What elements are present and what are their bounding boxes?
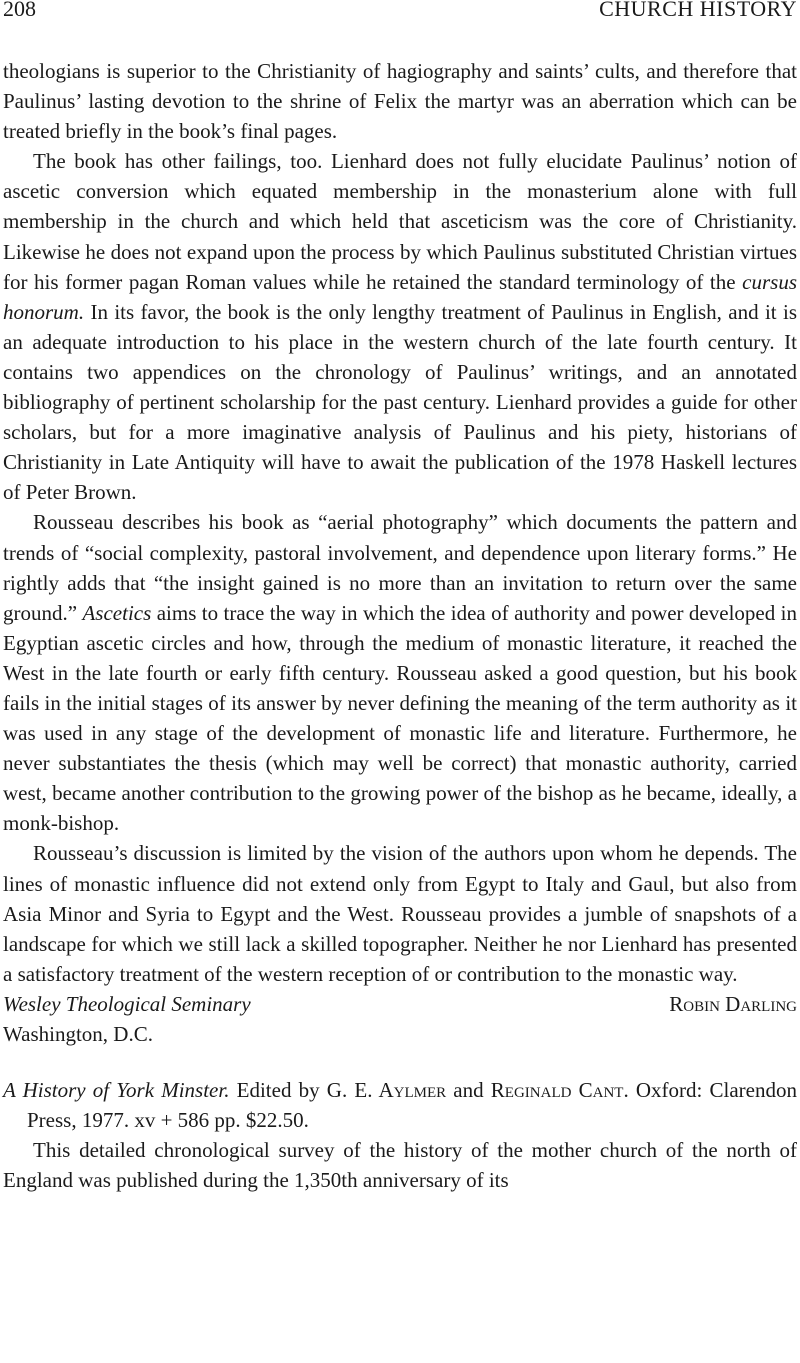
paragraph-text: aims to trace the way in which the idea of authority and power developed in Egyptian ascetic circles and how, through the medium of monastic literature, it reached the West in the late fourth or early fifth century. Rousseau asked a good question, but his book fails in the initial stages of its answer by never defining the meaning of the term authority as it was used in any stage of the development of monastic life and literature. Furthermore, he never substantiates the thesis (which may well be correct) that monastic authority, carried west, became another contribution to the growing power of the bishop as he became, ideally, a monk-bishop. [3, 600, 797, 836]
paragraph-text: In its favor, the book is the only lengthy treatment of Paulinus in English, and it is an adequate introduction to his place in the western church of the late fourth century. It contains two appendices on the chronology of Paulinus’ writings, and an annotated bibliography of pertinent scholarship for the past century. Lienhard provides a guide for other scholars, but for a more imaginative analysis of Paulinus and his piety, historians of Christianity in Late Antiquity will have to await the publication of the 1978 Haskell lectures of Peter Brown. [3, 299, 797, 505]
paragraph-rousseau [3, 507, 797, 838]
editor-name: G. E. Aylmer [326, 1078, 447, 1103]
page-number: 208 [3, 0, 36, 21]
italic-title: Ascetics [82, 600, 152, 625]
paragraph-text: Rousseau describes his book as “aerial photography” which documents the pattern and trends of “social complexity, pastoral involvement, and dependence upon literary forms.” He rightly adds that “the insight gained is no more than an invitation to return over the same ground.” [3, 510, 797, 625]
edited-by-text: Edited by [229, 1078, 327, 1103]
paragraph-continued: theologians is superior to the Christianity of hagiography and saints’ cults, and therefore that Paulinus’ lasting devotion to the shrine of Felix the martyr was an aberration which can be treated briefly in the book’s final pages. [3, 59, 797, 144]
reviewer-institution: Wesley Theological Seminary [3, 991, 251, 1016]
running-title: CHURCH HISTORY [599, 0, 797, 21]
book-reference [3, 1075, 797, 1135]
reviewer-signature [3, 989, 797, 1019]
book-title: A History of York Minster. [3, 1078, 230, 1103]
reviewer-location: Washington, D.C. [3, 1022, 153, 1046]
article-body [3, 56, 797, 1195]
editor-name: Reginald Cant. [490, 1078, 629, 1103]
section-spacer [3, 1049, 797, 1075]
reviewer-name: Robin Darling [669, 991, 797, 1016]
paragraph-discussion: Rousseau’s discussion is limited by the vision of the authors upon whom he depends. The lines of monastic influence did not extend only from Egypt to Italy and Gaul, but also from Asia Minor and Syria to Egypt and the West. Rousseau provides a jumble of snapshots of a landscape for which we still lack a skilled topographer. Neither he nor Lienhard has presented a satisfactory treatment of the western reception of or contribution to the monastic way. [3, 841, 797, 986]
paragraph-failings [3, 146, 797, 507]
publication-details: Oxford: Clarendon Press, 1977. xv + 586 pp. $22.50. [27, 1078, 798, 1133]
paragraph-text: The book has other failings, too. Lienhard does not fully elucidate Paulinus’ notion of ascetic conversion which equated membership in the monasterium alone with full membership in the church and which held that asceticism was the core of Christianity. Likewise he does not expand upon the process by which Paulinus substituted Christian virtues for his former pagan Roman values while he retained the standard terminology of the [3, 149, 797, 294]
and-text: and [446, 1078, 491, 1103]
running-header [3, 0, 797, 24]
review-paragraph: This detailed chronological survey of the history of the mother church of the north of England was published during the 1,350th anniversary of its [3, 1138, 797, 1193]
italic-term: cursus honorum. [3, 269, 797, 324]
